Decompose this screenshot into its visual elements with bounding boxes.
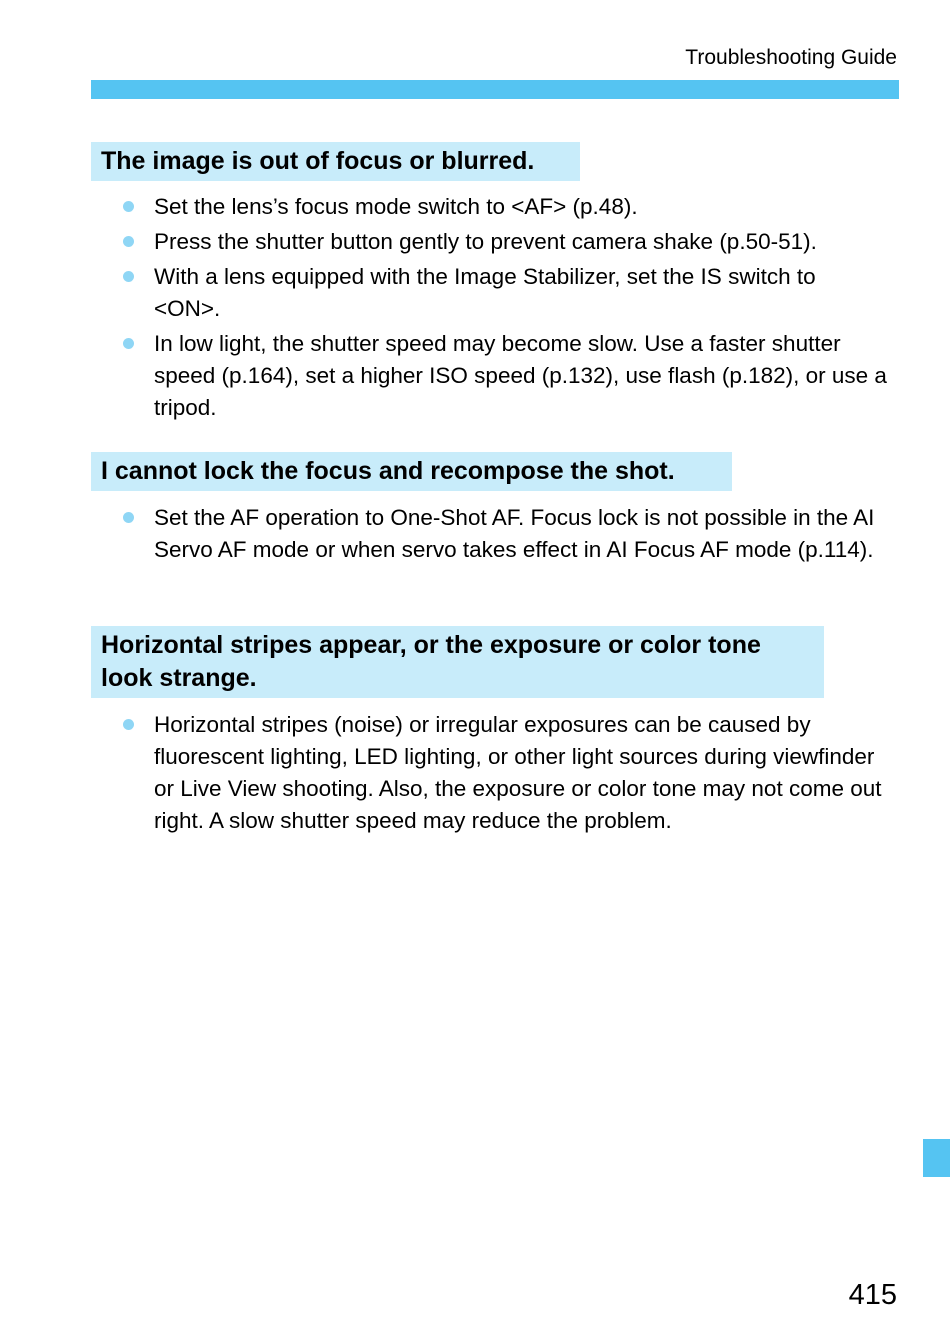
list-item	[122, 226, 897, 258]
section-heading-focus-lock: I cannot lock the focus and recompose the shot.	[91, 452, 732, 491]
running-header: Troubleshooting Guide	[685, 46, 897, 69]
bullet-list-out-of-focus	[122, 191, 897, 427]
section-heading-out-of-focus: The image is out of focus or blurred.	[91, 142, 580, 181]
list-item-text: In low light, the shutter speed may become slow. Use a faster shutter speed (p.164), set a higher ISO speed (p.132), use flash (p.182), or use a tripod.	[154, 331, 887, 420]
list-item	[122, 709, 897, 837]
list-item	[122, 328, 897, 424]
list-item-text: Set the lens’s focus mode switch to <AF> (p.48).	[154, 194, 638, 219]
list-item	[122, 502, 897, 566]
list-item-text: Press the shutter button gently to prevent camera shake (p.50-51).	[154, 229, 817, 254]
bullet-icon	[123, 338, 134, 349]
header-bar	[91, 80, 899, 99]
list-item-text: Horizontal stripes (noise) or irregular exposures can be caused by fluorescent lighting, LED lighting, or other light sources during viewfinder or Live View shooting. Also, the exposure or color tone may not come out right. A slow shutter speed may reduce the problem.	[154, 712, 882, 833]
bullet-icon	[123, 512, 134, 523]
bullet-icon	[123, 719, 134, 730]
bullet-list-horizontal-stripes	[122, 709, 897, 840]
list-item-text: With a lens equipped with the Image Stabilizer, set the IS switch to <ON>.	[154, 264, 816, 321]
side-index-tab	[923, 1139, 950, 1177]
page-number: 415	[848, 1279, 897, 1311]
section-heading-horizontal-stripes: Horizontal stripes appear, or the exposure or color tone look strange.	[91, 626, 824, 698]
list-item-text: Set the AF operation to One-Shot AF. Focus lock is not possible in the AI Servo AF mode or when servo takes effect in AI Focus AF mode (p.114).	[154, 505, 875, 562]
bullet-icon	[123, 271, 134, 282]
bullet-icon	[123, 201, 134, 212]
bullet-icon	[123, 236, 134, 247]
list-item	[122, 261, 897, 325]
list-item	[122, 191, 897, 223]
bullet-list-focus-lock	[122, 502, 897, 569]
